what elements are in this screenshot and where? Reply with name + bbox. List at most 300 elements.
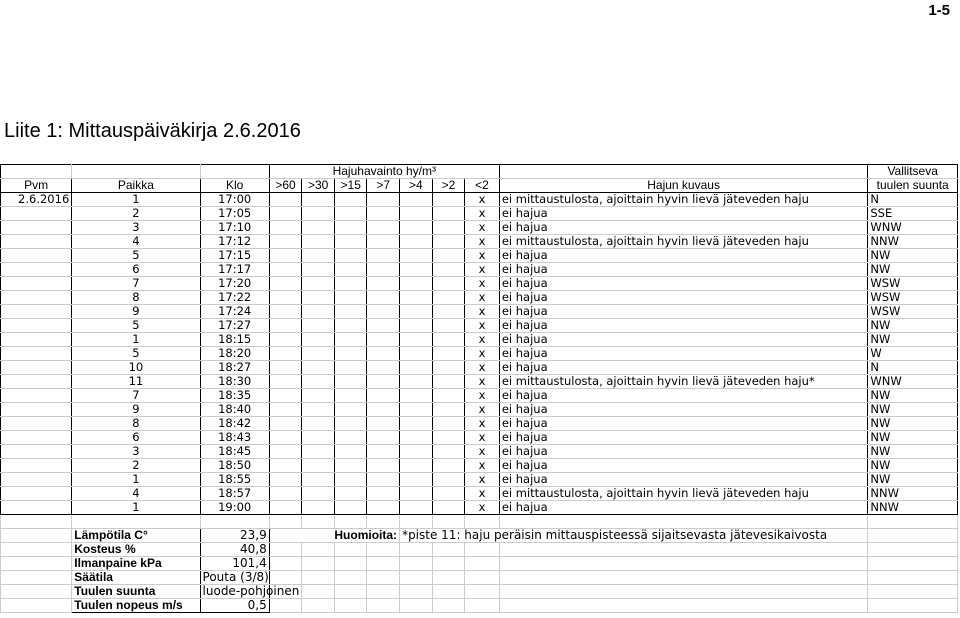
date-cell (1, 347, 72, 361)
time-cell: 18:50 (200, 459, 269, 473)
place-cell: 1 (72, 193, 200, 207)
wind-direction-cell: NNW (868, 487, 958, 501)
place-cell: 7 (72, 277, 200, 291)
empty-cell (1, 515, 72, 529)
odor-description-cell: ei hajua (499, 249, 868, 263)
level-lt2-cell: x (465, 417, 500, 431)
table-row (1, 459, 958, 473)
page-number: 1-5 (928, 2, 950, 19)
condition-value: 40,8 (200, 543, 269, 557)
table-row (1, 347, 958, 361)
time-cell: 17:27 (200, 319, 269, 333)
level-cell (334, 305, 367, 319)
level-cell (432, 193, 465, 207)
spacer-row (1, 515, 958, 529)
col-header-paikka: Paikka (72, 179, 200, 193)
level-cell (367, 305, 400, 319)
wind-direction-cell: NNW (868, 235, 958, 249)
place-cell: 5 (72, 319, 200, 333)
level-cell (269, 403, 302, 417)
empty-cell (269, 543, 302, 557)
level-cell (269, 207, 302, 221)
level-cell (302, 291, 335, 305)
empty-cell (269, 557, 302, 571)
empty-cell (400, 585, 433, 599)
level-cell (432, 459, 465, 473)
table-row (1, 501, 958, 515)
level-cell (367, 417, 400, 431)
time-cell: 18:30 (200, 375, 269, 389)
empty-cell (499, 585, 868, 599)
empty-cell (334, 515, 367, 529)
level-lt2-cell: x (465, 235, 500, 249)
time-cell: 17:12 (200, 235, 269, 249)
table-row (1, 417, 958, 431)
odor-description-cell: ei hajua (499, 263, 868, 277)
level-cell (367, 389, 400, 403)
table-row (1, 305, 958, 319)
empty-cell (269, 599, 302, 613)
table-row (1, 249, 958, 263)
wind-direction-cell: NW (868, 319, 958, 333)
level-cell (334, 207, 367, 221)
empty-cell (1, 557, 72, 571)
date-cell (1, 487, 72, 501)
col-header-level: >2 (432, 179, 465, 193)
empty-cell (334, 571, 367, 585)
level-lt2-cell: x (465, 361, 500, 375)
place-cell: 2 (72, 207, 200, 221)
level-cell (367, 431, 400, 445)
place-cell: 11 (72, 375, 200, 389)
condition-value: luode-pohjoinen (200, 585, 269, 599)
place-cell: 6 (72, 263, 200, 277)
level-cell (367, 263, 400, 277)
table-row (1, 431, 958, 445)
empty-cell (400, 557, 433, 571)
level-lt2-cell: x (465, 347, 500, 361)
level-cell (302, 347, 335, 361)
empty-cell (1, 571, 72, 585)
place-cell: 1 (72, 473, 200, 487)
condition-label: Tuulen suunta (72, 585, 200, 599)
wind-direction-cell: NW (868, 403, 958, 417)
table-row (1, 403, 958, 417)
level-cell (334, 277, 367, 291)
level-cell (367, 277, 400, 291)
level-cell (400, 235, 433, 249)
empty-cell (465, 599, 500, 613)
empty-cell (400, 571, 433, 585)
condition-value: Pouta (3/8) (200, 571, 269, 585)
empty-cell (367, 599, 400, 613)
level-cell (302, 445, 335, 459)
level-cell (367, 235, 400, 249)
level-cell (400, 277, 433, 291)
table-row (1, 207, 958, 221)
level-cell (367, 291, 400, 305)
level-cell (302, 263, 335, 277)
level-cell (302, 389, 335, 403)
level-cell (432, 445, 465, 459)
level-cell (269, 249, 302, 263)
level-cell (432, 333, 465, 347)
table-row (1, 291, 958, 305)
table-row (1, 375, 958, 389)
level-cell (400, 389, 433, 403)
date-cell (1, 207, 72, 221)
level-cell (302, 431, 335, 445)
place-cell: 3 (72, 221, 200, 235)
level-cell (400, 291, 433, 305)
level-cell (400, 459, 433, 473)
level-cell (302, 319, 335, 333)
level-cell (367, 319, 400, 333)
table-row (1, 263, 958, 277)
level-cell (400, 221, 433, 235)
wind-direction-cell: NW (868, 263, 958, 277)
level-cell (302, 207, 335, 221)
col-header-pvm: Pvm (1, 179, 72, 193)
place-cell: 9 (72, 305, 200, 319)
level-cell (334, 375, 367, 389)
level-lt2-cell: x (465, 319, 500, 333)
place-cell: 4 (72, 235, 200, 249)
conditions-row (1, 557, 958, 571)
level-cell (400, 487, 433, 501)
empty-cell (432, 599, 465, 613)
level-cell (400, 473, 433, 487)
empty-cell (334, 557, 367, 571)
empty-cell (868, 599, 958, 613)
conditions-row (1, 599, 958, 613)
level-lt2-cell: x (465, 375, 500, 389)
level-cell (432, 277, 465, 291)
col-header-level: >15 (334, 179, 367, 193)
empty-cell (269, 571, 302, 585)
empty-cell (200, 515, 269, 529)
condition-label: Ilmanpaine kPa (72, 557, 200, 571)
time-cell: 17:22 (200, 291, 269, 305)
odor-description-cell: ei hajua (499, 361, 868, 375)
wind-direction-cell: NW (868, 417, 958, 431)
level-cell (432, 431, 465, 445)
level-cell (302, 459, 335, 473)
col-header-klo: Klo (200, 179, 269, 193)
time-cell: 18:55 (200, 473, 269, 487)
level-lt2-cell: x (465, 389, 500, 403)
level-cell (334, 487, 367, 501)
level-cell (432, 291, 465, 305)
level-cell (334, 319, 367, 333)
level-cell (269, 221, 302, 235)
wind-direction-cell: WNW (868, 375, 958, 389)
level-lt2-cell: x (465, 193, 500, 207)
level-lt2-cell: x (465, 403, 500, 417)
conditions-row (1, 571, 958, 585)
level-cell (367, 347, 400, 361)
odor-description-cell: ei hajua (499, 347, 868, 361)
empty-cell (302, 599, 335, 613)
empty-cell (868, 571, 958, 585)
conditions-row (1, 529, 958, 543)
level-cell (367, 221, 400, 235)
level-cell (302, 361, 335, 375)
col-header-level: >60 (269, 179, 302, 193)
level-cell (367, 207, 400, 221)
level-lt2-cell: x (465, 263, 500, 277)
odor-description-cell: ei mittaustulosta, ajoittain hyvin lievä jäteveden haju (499, 193, 868, 207)
empty-cell (499, 599, 868, 613)
level-cell (269, 277, 302, 291)
empty-cell (499, 543, 868, 557)
time-cell: 17:15 (200, 249, 269, 263)
level-cell (432, 347, 465, 361)
empty-cell (465, 557, 500, 571)
odor-description-cell: ei hajua (499, 501, 868, 515)
odor-description-cell: ei hajua (499, 333, 868, 347)
date-cell (1, 291, 72, 305)
wind-direction-cell: WSW (868, 291, 958, 305)
condition-label: Tuulen nopeus m/s (72, 599, 200, 613)
time-cell: 18:35 (200, 389, 269, 403)
level-cell (334, 347, 367, 361)
date-cell (1, 221, 72, 235)
odor-description-cell: ei mittaustulosta, ajoittain hyvin lievä jäteveden haju (499, 235, 868, 249)
table-row (1, 473, 958, 487)
table-row (1, 389, 958, 403)
level-cell (269, 347, 302, 361)
empty-cell (432, 557, 465, 571)
level-cell (269, 487, 302, 501)
empty-cell (1, 585, 72, 599)
odor-description-cell: ei hajua (499, 389, 868, 403)
level-cell (432, 305, 465, 319)
time-cell: 17:10 (200, 221, 269, 235)
level-cell (302, 235, 335, 249)
place-cell: 8 (72, 291, 200, 305)
level-cell (269, 263, 302, 277)
date-cell (1, 403, 72, 417)
odor-description-cell: ei hajua (499, 459, 868, 473)
level-cell (400, 375, 433, 389)
level-cell (334, 501, 367, 515)
empty-cell (868, 557, 958, 571)
time-cell: 17:24 (200, 305, 269, 319)
condition-label: Lämpötila C° (72, 529, 200, 543)
odor-observation-group-header: Hajuhavainto hy/m³ (269, 165, 499, 179)
level-cell (302, 193, 335, 207)
empty-cell (465, 543, 500, 557)
level-lt2-cell: x (465, 249, 500, 263)
place-cell: 1 (72, 501, 200, 515)
table-row (1, 193, 958, 207)
level-cell (302, 305, 335, 319)
time-cell: 17:17 (200, 263, 269, 277)
empty-cell (302, 557, 335, 571)
date-cell (1, 389, 72, 403)
empty-cell (868, 529, 958, 543)
level-cell (400, 445, 433, 459)
level-cell (432, 389, 465, 403)
empty-cell (334, 585, 367, 599)
time-cell: 17:00 (200, 193, 269, 207)
level-cell (302, 333, 335, 347)
level-cell (334, 473, 367, 487)
level-cell (269, 375, 302, 389)
level-cell (367, 473, 400, 487)
time-cell: 18:27 (200, 361, 269, 375)
level-cell (400, 249, 433, 263)
level-cell (400, 333, 433, 347)
date-cell (1, 445, 72, 459)
level-lt2-cell: x (465, 487, 500, 501)
time-cell: 18:40 (200, 403, 269, 417)
empty-cell (400, 599, 433, 613)
odor-description-cell: ei hajua (499, 431, 868, 445)
table-row (1, 487, 958, 501)
level-lt2-cell: x (465, 459, 500, 473)
wind-direction-cell: NW (868, 459, 958, 473)
date-cell (1, 235, 72, 249)
level-cell (334, 403, 367, 417)
date-cell (1, 263, 72, 277)
empty-cell (302, 543, 335, 557)
level-cell (302, 277, 335, 291)
level-cell (334, 235, 367, 249)
col-header-level: >30 (302, 179, 335, 193)
level-cell (334, 291, 367, 305)
conditions-row (1, 585, 958, 599)
level-cell (334, 263, 367, 277)
place-cell: 3 (72, 445, 200, 459)
level-cell (302, 473, 335, 487)
empty-cell (367, 557, 400, 571)
date-cell (1, 375, 72, 389)
table-row (1, 277, 958, 291)
condition-value: 23,9 (200, 529, 269, 543)
level-cell (367, 375, 400, 389)
date-cell (1, 333, 72, 347)
empty-cell (465, 515, 500, 529)
odor-description-cell: ei mittaustulosta, ajoittain hyvin lievä jäteveden haju (499, 487, 868, 501)
col-header-level: >7 (367, 179, 400, 193)
level-cell (400, 361, 433, 375)
time-cell: 18:42 (200, 417, 269, 431)
empty-cell (302, 585, 335, 599)
level-cell (400, 403, 433, 417)
empty-cell (367, 571, 400, 585)
level-cell (302, 417, 335, 431)
wind-direction-cell: NW (868, 431, 958, 445)
level-cell (269, 445, 302, 459)
level-lt2-cell: x (465, 305, 500, 319)
date-cell (1, 319, 72, 333)
empty-cell (432, 571, 465, 585)
empty-cell (1, 599, 72, 613)
level-cell (334, 193, 367, 207)
level-cell (367, 403, 400, 417)
place-cell: 7 (72, 389, 200, 403)
date-cell (1, 431, 72, 445)
level-cell (432, 375, 465, 389)
level-cell (432, 221, 465, 235)
table-row (1, 319, 958, 333)
col-header-level: <2 (465, 179, 500, 193)
empty-cell (302, 571, 335, 585)
empty-cell (1, 543, 72, 557)
level-cell (334, 389, 367, 403)
col-header-kuvaus: Hajun kuvaus (499, 179, 868, 193)
odor-description-cell: ei hajua (499, 417, 868, 431)
date-cell (1, 473, 72, 487)
level-cell (269, 291, 302, 305)
date-cell (1, 305, 72, 319)
odor-description-cell: ei hajua (499, 305, 868, 319)
odor-description-cell: ei hajua (499, 445, 868, 459)
odor-description-cell: ei hajua (499, 403, 868, 417)
level-cell (269, 459, 302, 473)
level-cell (400, 263, 433, 277)
level-cell (367, 333, 400, 347)
level-lt2-cell: x (465, 333, 500, 347)
empty-cell (367, 543, 400, 557)
wind-direction-cell: N (868, 361, 958, 375)
odor-description-cell: ei mittaustulosta, ajoittain hyvin lievä jäteveden haju* (499, 375, 868, 389)
table-row (1, 333, 958, 347)
wind-direction-cell: WNW (868, 221, 958, 235)
level-cell (269, 417, 302, 431)
level-cell (269, 319, 302, 333)
time-cell: 18:15 (200, 333, 269, 347)
level-cell (302, 487, 335, 501)
level-lt2-cell: x (465, 445, 500, 459)
level-cell (400, 319, 433, 333)
place-cell: 5 (72, 347, 200, 361)
level-cell (367, 501, 400, 515)
level-cell (432, 501, 465, 515)
place-cell: 4 (72, 487, 200, 501)
level-lt2-cell: x (465, 207, 500, 221)
wind-direction-cell: W (868, 347, 958, 361)
wind-direction-cell: NW (868, 333, 958, 347)
level-lt2-cell: x (465, 291, 500, 305)
place-cell: 2 (72, 459, 200, 473)
wind-direction-cell: SSE (868, 207, 958, 221)
empty-cell (432, 543, 465, 557)
level-cell (269, 235, 302, 249)
level-cell (432, 361, 465, 375)
odor-description-cell: ei hajua (499, 277, 868, 291)
level-cell (269, 389, 302, 403)
level-lt2-cell: x (465, 277, 500, 291)
level-cell (367, 193, 400, 207)
empty-cell (499, 515, 868, 529)
level-cell (432, 487, 465, 501)
empty-cell (269, 515, 302, 529)
level-cell (367, 487, 400, 501)
level-cell (334, 221, 367, 235)
empty-cell (499, 571, 868, 585)
level-cell (432, 207, 465, 221)
empty-cell (465, 585, 500, 599)
empty-cell (367, 585, 400, 599)
measurement-log-table (0, 164, 958, 613)
level-cell (367, 361, 400, 375)
empty-cell (868, 515, 958, 529)
place-cell: 5 (72, 249, 200, 263)
level-cell (334, 249, 367, 263)
